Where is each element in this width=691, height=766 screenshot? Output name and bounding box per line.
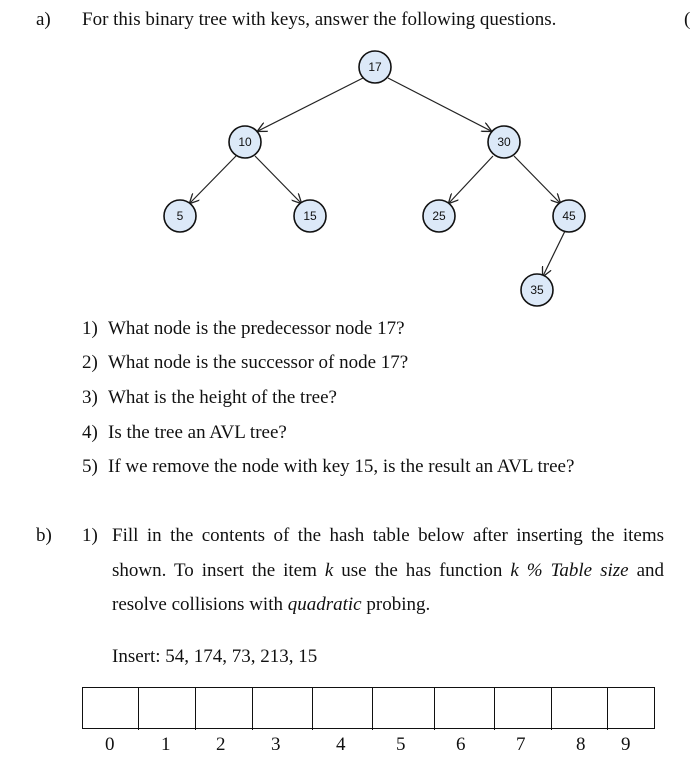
- part-b-line-3: [112, 594, 430, 616]
- question-text: What is the height of the tree?: [108, 387, 337, 408]
- hash-slot-0[interactable]: [83, 688, 139, 730]
- part-b-line-1: Fill in the contents of the hash table below after inserting the items: [112, 525, 664, 546]
- question-number: 3): [82, 387, 98, 408]
- hash-slot-7[interactable]: [495, 688, 552, 730]
- hash-index-8: 8: [576, 734, 586, 755]
- hash-index-7: 7: [516, 734, 526, 755]
- insert-list: Insert: 54, 174, 73, 213, 15: [112, 646, 318, 667]
- question-3: [82, 387, 337, 409]
- hash-slot-9[interactable]: [608, 688, 654, 730]
- part-b-item-number: 1): [82, 525, 98, 546]
- edge-10-5: [190, 156, 236, 203]
- text-run: and: [628, 560, 665, 581]
- node-25-label: 25: [432, 209, 446, 223]
- edge-45-35: [543, 231, 565, 276]
- node-45-label: 45: [562, 209, 576, 223]
- hash-slot-6[interactable]: [435, 688, 495, 730]
- edge-17-10: [258, 78, 363, 131]
- hash-index-5: 5: [396, 734, 406, 755]
- hash-slot-4[interactable]: [313, 688, 373, 730]
- hash-slot-5[interactable]: [373, 688, 435, 730]
- hash-function: k % Table size: [510, 560, 629, 581]
- question-1: [82, 318, 405, 340]
- question-2: [82, 352, 408, 374]
- hash-index-0: 0: [105, 734, 115, 755]
- node-5-label: 5: [176, 209, 184, 223]
- part-a-label: a): [36, 9, 51, 30]
- hash-slot-1[interactable]: [139, 688, 196, 730]
- hash-slot-2[interactable]: [196, 688, 253, 730]
- part-a-prompt: For this binary tree with keys, answer the following questions.: [82, 9, 557, 30]
- text-run: use the has function: [333, 560, 511, 581]
- edge-30-45: [514, 156, 560, 203]
- text-run: shown. To insert the item: [112, 560, 325, 581]
- hash-index-3: 3: [271, 734, 281, 755]
- question-text: If we remove the node with key 15, is the result an AVL tree?: [108, 456, 575, 477]
- hash-index-9: 9: [621, 734, 631, 755]
- binary-tree-diagram: [0, 0, 691, 310]
- part-b-label: b): [36, 525, 52, 546]
- hash-table: [82, 687, 655, 729]
- part-b-line-2: [112, 560, 664, 582]
- node-15-label: 15: [303, 209, 317, 223]
- hash-slot-8[interactable]: [552, 688, 608, 730]
- node-17-label: 17: [368, 60, 382, 74]
- question-number: 2): [82, 352, 98, 373]
- text-run: probing.: [361, 594, 431, 615]
- hash-index-2: 2: [216, 734, 226, 755]
- hash-slot-3[interactable]: [253, 688, 313, 730]
- probing-method: quadratic: [287, 594, 362, 615]
- hash-index-1: 1: [161, 734, 171, 755]
- hash-index-4: 4: [336, 734, 346, 755]
- edge-17-30: [388, 78, 491, 131]
- question-number: 4): [82, 422, 98, 443]
- node-10-label: 10: [238, 135, 252, 149]
- edge-10-15: [255, 156, 301, 203]
- question-text: Is the tree an AVL tree?: [108, 422, 287, 443]
- question-4: [82, 422, 287, 444]
- margin-mark: (: [684, 9, 691, 30]
- question-5: [82, 456, 574, 478]
- text-run: resolve collisions with: [112, 594, 288, 615]
- edge-30-25: [449, 156, 493, 203]
- node-35-label: 35: [530, 283, 544, 297]
- question-text: What node is the predecessor node 17?: [108, 318, 405, 339]
- node-30-label: 30: [497, 135, 511, 149]
- hash-index-6: 6: [456, 734, 466, 755]
- question-number: 1): [82, 318, 98, 339]
- variable-k: k: [324, 560, 334, 581]
- question-text: What node is the successor of node 17?: [108, 352, 409, 373]
- question-number: 5): [82, 456, 98, 477]
